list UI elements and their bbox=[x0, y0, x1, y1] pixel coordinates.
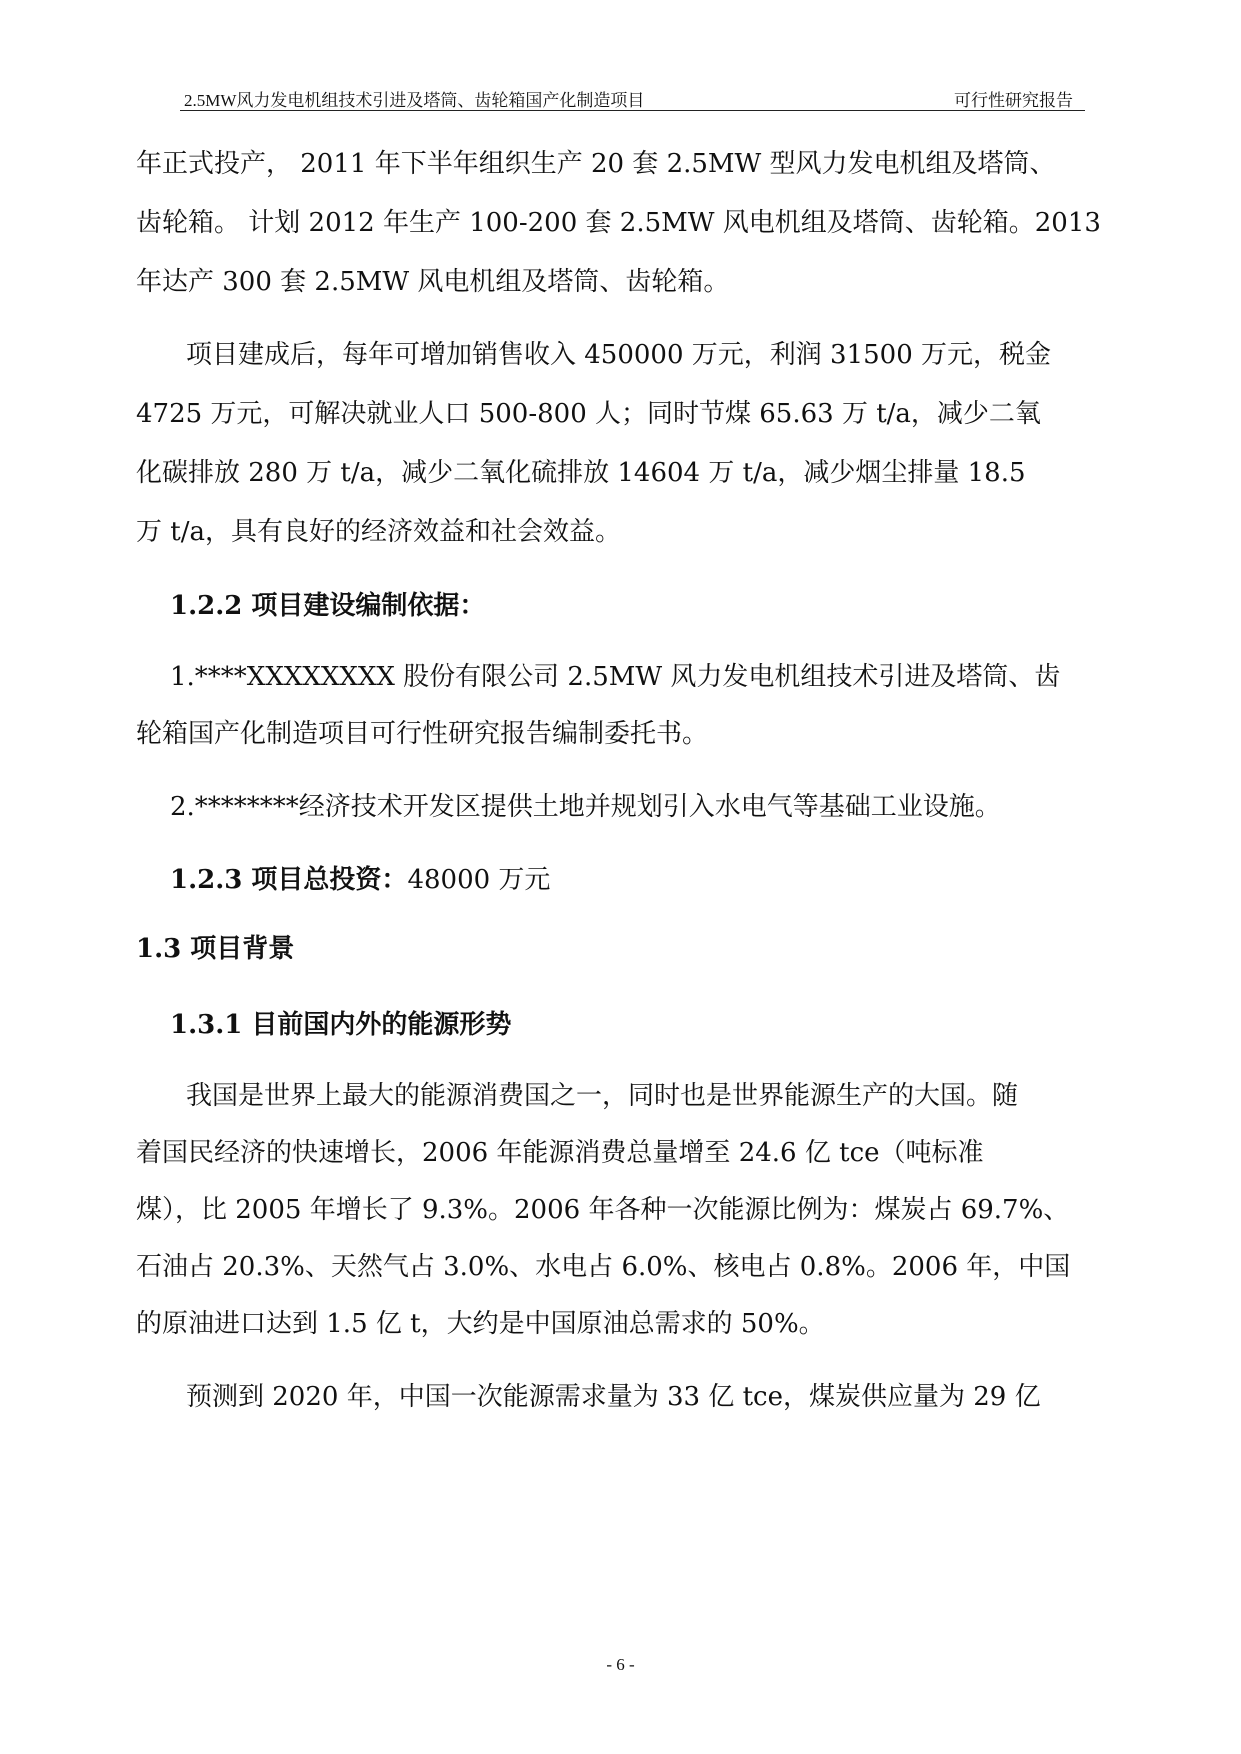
body-line: 煤），比 2005 年增长了 9.3%。2006 年各种一次能源比例为：煤炭占 69.7%、 bbox=[136, 1195, 1070, 1225]
body-line: 万 t/a，具有良好的经济效益和社会效益。 bbox=[136, 517, 621, 547]
section-heading-1-2-3 bbox=[170, 864, 550, 896]
heading-label: 1.2.3 项目总投资： bbox=[170, 865, 408, 895]
body-line: 我国是世界上最大的能源消费国之一，同时也是世界能源生产的大国。随 bbox=[186, 1081, 1019, 1111]
investment-value: 48000 万元 bbox=[407, 865, 551, 895]
page-header bbox=[180, 84, 1085, 111]
body-line: 4725 万元，可解决就业人口 500-800 人；同时节煤 65.63 万 t/a，减少二氧 bbox=[136, 399, 1041, 429]
body-line: 预测到 2020 年，中国一次能源需求量为 33 亿 tce，煤炭供应量为 29 亿 bbox=[186, 1382, 1041, 1412]
body-line: 轮箱国产化制造项目可行性研究报告编制委托书。 bbox=[136, 719, 709, 749]
body-line: 年正式投产， 2011 年下半年组织生产 20 套 2.5MW 型风力发电机组及塔筒、 bbox=[136, 149, 1056, 179]
body-line: 着国民经济的快速增长，2006 年能源消费总量增至 24.6 亿 tce（吨标准 bbox=[136, 1138, 984, 1168]
header-title: 2.5MW风力发电机组技术引进及塔筒、齿轮箱国产化制造项目 bbox=[184, 91, 645, 110]
body-line: 2.********经济技术开发区提供土地并规划引入水电气等基础工业设施。 bbox=[170, 792, 1001, 822]
body-line: 化碳排放 280 万 t/a，减少二氧化硫排放 14604 万 t/a，减少烟尘排量 18.5 bbox=[136, 458, 1026, 488]
body-line: 项目建成后，每年可增加销售收入 450000 万元，利润 31500 万元，税金 bbox=[186, 340, 1052, 370]
page-number: - 6 - bbox=[606, 1655, 635, 1674]
section-heading-1-2-2: 1.2.2 项目建设编制依据： bbox=[170, 591, 486, 621]
body-line: 石油占 20.3%、天然气占 3.0%、水电占 6.0%、核电占 0.8%。2006 年，中国 bbox=[136, 1252, 1071, 1282]
body-line: 齿轮箱。 计划 2012 年生产 100-200 套 2.5MW 风电机组及塔筒、齿轮箱。2013 bbox=[136, 208, 1101, 238]
body-line: 1.****XXXXXXXX 股份有限公司 2.5MW 风力发电机组技术引进及塔筒、齿 bbox=[170, 662, 1061, 692]
body-line: 的原油进口达到 1.5 亿 t，大约是中国原油总需求的 50%。 bbox=[136, 1309, 825, 1339]
section-heading-1-3-1: 1.3.1 目前国内外的能源形势 bbox=[170, 1010, 512, 1040]
section-heading-1-3: 1.3 项目背景 bbox=[136, 934, 295, 964]
header-report-type: 可行性研究报告 bbox=[954, 91, 1073, 110]
body-line: 年达产 300 套 2.5MW 风电机组及塔筒、齿轮箱。 bbox=[136, 267, 730, 297]
